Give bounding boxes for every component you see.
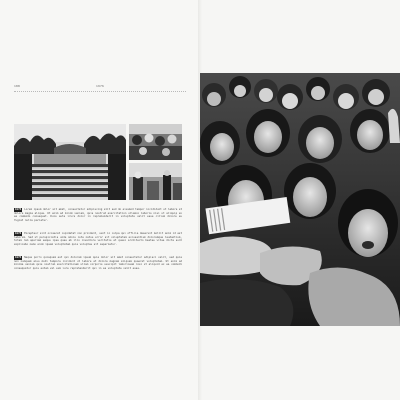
crowd-photo-small-bottom <box>129 163 182 200</box>
amphitheatre-photo <box>14 124 126 200</box>
caption-tag: 1976 <box>15 256 22 259</box>
caption-tag: 1976 <box>15 232 22 235</box>
crowd-photo-small-top <box>129 124 182 160</box>
caption-1 <box>14 208 182 222</box>
caption-tag: 1976 <box>15 208 22 211</box>
header-rule <box>14 91 186 92</box>
page-number: 188 <box>14 84 21 88</box>
caption-text: Excepteur sint occaecat cupidatat non proident, sunt in culpa qui officia deserunt mollit anim id est laborum. Sed ut perspiciatis unde omnis iste natus error sit voluptatem accusantium doloremque laudantium, totam rem aperiam eaque ipsa quae ab illo inventore veritatis et quasi architecto beatae vitae dicta sunt explicabo nemo enim ipsam voluptatem quia voluptas sit aspernatur. <box>14 232 182 246</box>
running-head-year: 1976 <box>96 84 105 88</box>
cheering-crowd-photo <box>200 73 400 326</box>
caption-text: Lorem ipsum dolor sit amet, consectetur adipiscing elit sed do eiusmod tempor incididunt ut labore et dolore magna aliqua. Ut enim ad minim veniam, quis nostrud exercitation ullamco laboris nisi ut aliquip ex ea commodo consequat. Duis aute irure dolor in reprehenderit in voluptate velit esse cillum dolore eu fugiat nulla pariatur. <box>14 208 182 222</box>
caption-3 <box>14 256 182 270</box>
caption-text: Neque porro quisquam est qui dolorem ipsum quia dolor sit amet consectetur adipisci velit, sed quia non numquam eius modi tempora incidunt ut labore et dolore magnam aliquam quaerat voluptatem. Ut enim ad minima veniam quis nostrum exercitationem ullam corporis suscipit laboriosam nisi ut aliquid ex ea commodi consequatur quis autem vel eum iure reprehenderit qui in ea voluptate velit esse. <box>14 256 182 270</box>
caption-2 <box>14 232 182 246</box>
